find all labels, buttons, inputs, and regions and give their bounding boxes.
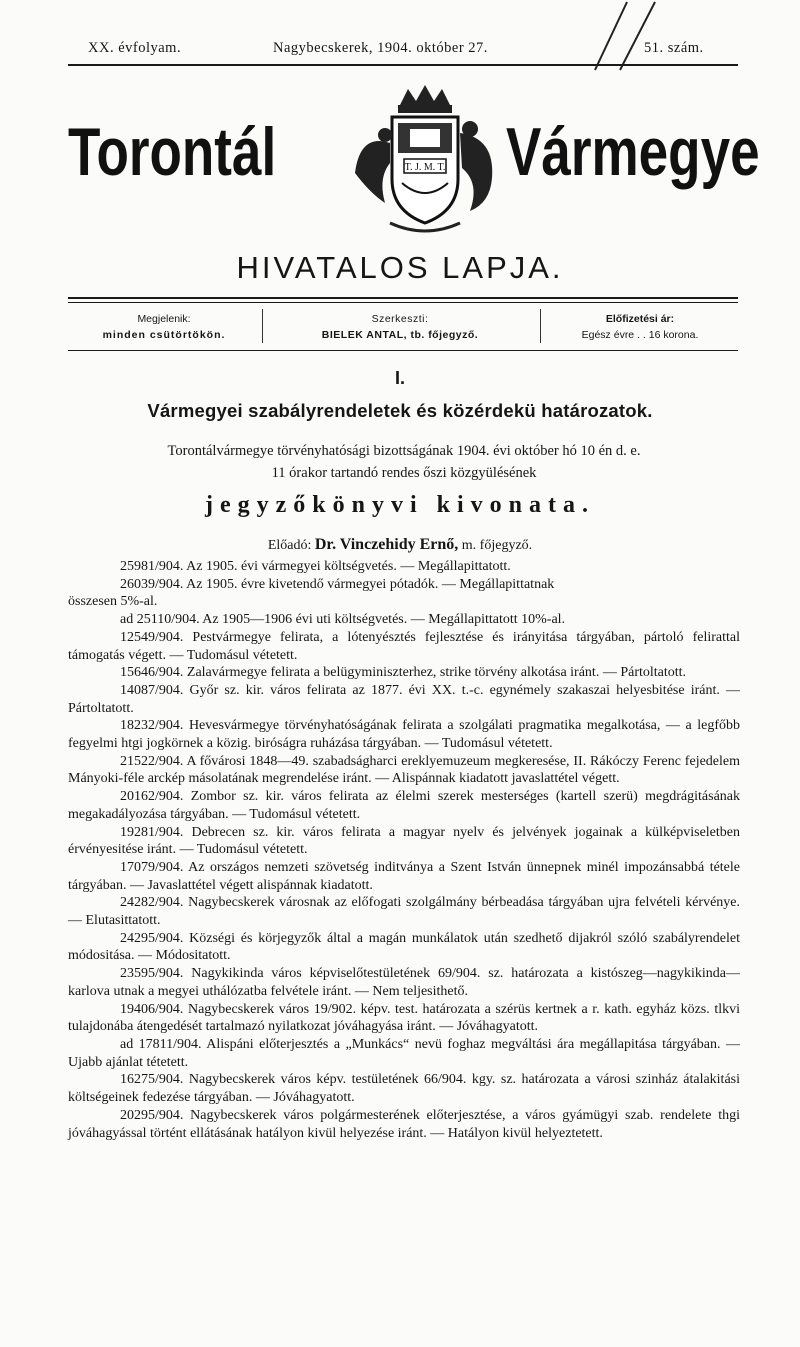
list-item: 17079/904. Az országos nemzeti szövetség inditványa a Szent István ünnepnek minél impozánsabbá tétele tárgyában. — Javaslattétel végett alispánnak kiadatott. — [68, 859, 740, 893]
resolutions-list — [68, 558, 740, 1142]
list-item: 19406/904. Nagybecskerek város 19/902. képv. test. határozata a szérüs kertnek a r. kath. egyház közs. tlkvi tulajdonába átengedését tartalmazó nyilatkozat jóváhagyása iránt. — Jóváhagyatott. — [68, 1001, 740, 1035]
presenter-line — [0, 536, 800, 554]
list-item: összesen 5%-al. — [68, 594, 158, 610]
list-item: 14087/904. Győr sz. kir. város felirata az 1877. évi XX. t.-c. egynémely szakaszai helyesbitése iránt. — Pártoltatott. — [68, 682, 740, 716]
intro-line-1: Torontálvármegye törvényhatósági bizottságának 1904. évi október hó 10 én d. e. — [167, 443, 641, 459]
price-cell — [542, 311, 738, 343]
presenter-name: Dr. Vinczehidy Ernő, — [314, 536, 459, 553]
list-item: ad 25110/904. Az 1905—1906 évi uti költségvetés. — Megállapittatott 10%-al. — [120, 612, 566, 628]
list-item: 18232/904. Hevesvármegye törvényhatóságának felirata a szolgálati pragmatika megalkotása, — a legfőbb fegyelmi htgi jogkörnek a közig. biróságra ruházása tárgyában. — Tudomásul vétetett. — [68, 718, 740, 752]
list-item: 20295/904. Nagybecskerek város polgármesterének előterjesztése, a város gyámügyi szab. rendelete thgi jóváhagyással történt ellátásának hatályon kivül helyezése iránt. — Hatályon kivül helyeztetett. — [68, 1107, 740, 1141]
masthead — [68, 108, 760, 228]
place-date: Nagybecskerek, 1904. október 27. — [273, 40, 488, 56]
list-item: 25981/904. Az 1905. évi vármegyei költségvetés. — Megállapittatott. — [120, 559, 511, 574]
editor-label: Szerkeszti: — [371, 313, 429, 325]
list-item: 23595/904. Nagykikinda város képviselőtestületének 69/904. sz. határozata a kistószeg—nagykikinda—karlova utnak a megyei uthálózatba felvétele iránt. — Nem teljesithető. — [68, 966, 740, 999]
list-item: ad 17811/904. Alispáni előterjesztés a „Munkács“ nevü foghaz megváltási ára megállapitása tárgyában. — Ujabb ajánlat tétetett. — [68, 1036, 740, 1070]
info-bottom-rule — [68, 350, 738, 351]
editor-cell — [264, 311, 536, 343]
masthead-title-right: Vármegye — [506, 114, 760, 190]
list-item: 15646/904. Zalavármegye felirata a belügyminiszterhez, strike törvény alkotása iránt. — Pártoltatott. — [120, 665, 687, 681]
appears-cell — [68, 311, 260, 343]
list-item: 16275/904. Nagybecskerek város képv. testületének 66/904. kgy. sz. határozata a városi szinház átalakitási költségeinek fedezése tárgyában. — Jóváhagyatott. — [68, 1072, 740, 1106]
info-divider — [262, 309, 263, 343]
list-item: 20162/904. Zombor sz. kir. város felirata az élelmi szerek mesterséges (kartell szerü) megdrágitásának megakadályozása tárgyában. — Tudomásul vétetett. — [68, 789, 740, 822]
info-box — [68, 301, 738, 351]
volume-label: XX. évfolyam. — [88, 40, 182, 56]
info-divider — [540, 309, 541, 343]
price-value: Egész évre . . 16 korona. — [581, 329, 699, 341]
masthead-subtitle: HIVATALOS LAPJA. — [236, 250, 564, 285]
masthead-title-left: Torontál — [68, 114, 277, 190]
intro-line-2: 11 órakor tartandó rendes őszi közgyülésének — [271, 465, 537, 481]
list-item: 21522/904. A fővárosi 1848—49. szabadságharci ereklyemuzeum megkeresése, II. Rákóczy Ferenc fejedelem Mányoki-féle arckép másolatának megrendelése iránt. — Alispánnak kiadatott javaslattétel végett. — [68, 753, 740, 787]
list-item: 24282/904. Nagybecskerek városnak az előfogati szolgálmány bérbeadása tárgyában ujra felvételi kérvénye. — Elutasittatott. — [68, 895, 740, 929]
handwritten-mark — [575, 0, 665, 80]
header-rule — [68, 64, 738, 66]
appears-value: minden csütörtökön. — [102, 329, 226, 341]
coat-of-arms-icon — [330, 83, 520, 243]
list-item: 26039/904. Az 1905. évre kivetendő vármegyei pótadók. — Megállapittatnak — [120, 576, 555, 592]
editor-value: BIELEK ANTAL, tb. főjegyző. — [321, 329, 479, 341]
issue-number: 51. szám. — [644, 40, 704, 56]
section-number: I. — [394, 368, 405, 388]
intro — [68, 440, 740, 484]
info-top-rule — [68, 297, 738, 299]
list-item: 12549/904. Pestvármegye felirata, a lótenyésztés fejlesztése és irányitása tárgyában, pártoló felirattal támogatás végett. — Tudomásul vétetett. — [68, 629, 740, 663]
minutes-heading: jegyzőkönyvi kivonata. — [204, 492, 595, 518]
presenter-label: Előadó: — [267, 538, 312, 553]
crest-initials: T. J. M. T. — [404, 162, 446, 173]
appears-label: Megjelenik: — [137, 313, 191, 325]
list-item: 24295/904. Községi és körjegyzők által a magán munkálatok után szedhető dijakról szóló szabályrendelet módositása. — Módositatott. — [68, 930, 740, 964]
list-item: 19281/904. Debrecen sz. kir. város felirata a magyar nyelv és jelvények jogainak a külképviseletben érvényesitése iránt. — Tudomásul vétetett. — [68, 824, 740, 858]
section-title: Vármegyei szabályrendeletek és közérdekü határozatok. — [147, 400, 653, 421]
presenter-role: m. főjegyző. — [461, 538, 533, 553]
price-label: Előfizetési ár: — [605, 313, 675, 325]
